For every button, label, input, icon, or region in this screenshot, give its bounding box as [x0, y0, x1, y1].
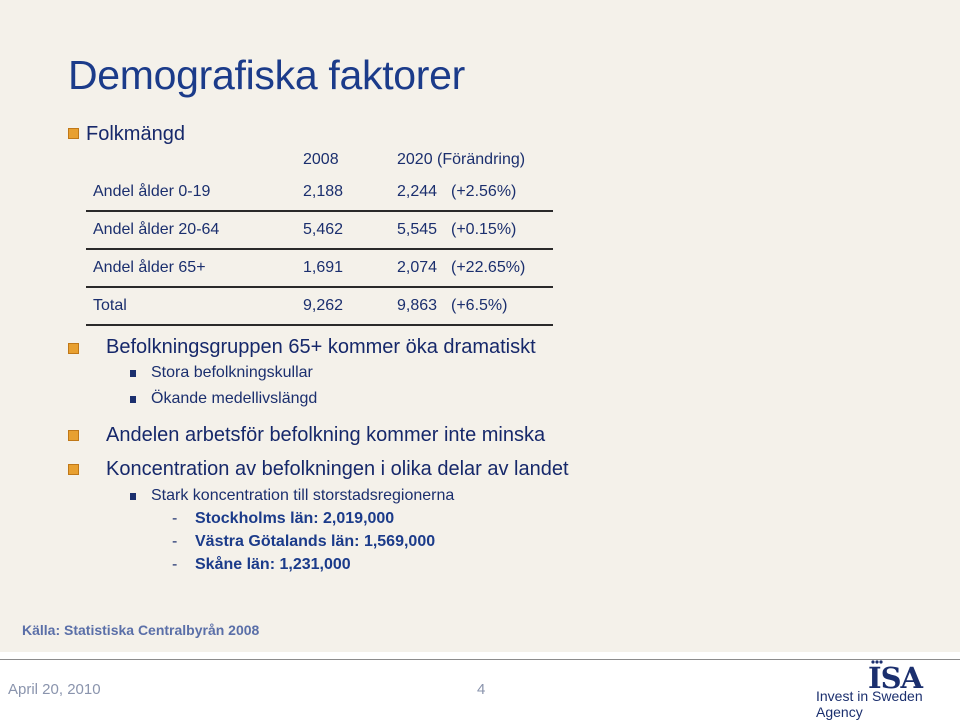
bullet-folkmangd: Folkmängd — [86, 123, 185, 145]
item-stockholm: Stockholms län: 2,019,000 — [195, 510, 395, 527]
table-row — [86, 174, 553, 211]
item-skane: Skåne län: 1,231,000 — [195, 556, 351, 573]
header-empty-cell — [86, 146, 303, 174]
bullet-icon — [68, 430, 79, 441]
bullet-icon — [68, 464, 79, 475]
dash-marker: - — [172, 533, 178, 550]
bullet-icon — [68, 128, 79, 139]
table-row — [86, 287, 553, 325]
row-value-2008: 2,188 — [303, 174, 397, 211]
header-2008: 2008 — [303, 151, 339, 168]
table-header-row — [86, 146, 553, 174]
table-row — [86, 211, 553, 249]
row-change-text: (+2.56%) — [451, 183, 517, 200]
footer-divider — [0, 659, 960, 660]
bullet-befolkningsgruppen: Befolkningsgruppen 65+ kommer öka dramatiskt — [106, 336, 536, 358]
row-change — [441, 249, 553, 287]
table-row — [86, 249, 553, 287]
sub-bullet-icon — [130, 493, 136, 500]
sub-bullet-stora: Stora befolkningskullar — [151, 364, 313, 381]
row-change-text: (+22.65%) — [451, 259, 526, 276]
dash-marker: - — [172, 556, 178, 573]
row-change-text: (+6.5%) — [451, 297, 508, 314]
sub-bullet-icon — [130, 370, 136, 377]
footer-date: April 20, 2010 — [8, 681, 101, 698]
row-label: Andel ålder 65+ — [86, 249, 303, 287]
bullet-koncentration: Koncentration av befolkningen i olika delar av landet — [106, 458, 569, 480]
row-value-2020: 2,074 — [397, 249, 441, 287]
bullet-icon — [68, 343, 79, 354]
row-change-text: (+0.15%) — [451, 221, 517, 238]
source-note: Källa: Statistiska Centralbyrån 2008 — [22, 622, 260, 638]
row-value-2008: 9,262 — [303, 287, 397, 325]
row-label: Andel ålder 20-64 — [86, 211, 303, 249]
population-table — [86, 146, 553, 326]
sub-bullet-stark: Stark koncentration till storstadsregionerna — [151, 487, 455, 504]
row-change — [441, 287, 553, 325]
item-vastra: Västra Götalands län: 1,569,000 — [195, 533, 436, 550]
sub-bullet-okande: Ökande medellivslängd — [151, 390, 318, 407]
bullet-andelen: Andelen arbetsför befolkning kommer inte minska — [106, 424, 546, 446]
row-label: Total — [86, 287, 303, 325]
slide-title: Demografiska faktorer — [68, 52, 466, 98]
row-value-2008: 1,691 — [303, 249, 397, 287]
row-value-2020: 5,545 — [397, 211, 441, 249]
page-number: 4 — [477, 681, 486, 698]
header-2020: 2020 (Förändring) — [397, 151, 526, 168]
dash-marker: - — [172, 510, 178, 527]
sub-bullet-icon — [130, 396, 136, 403]
row-value-2008: 5,462 — [303, 211, 397, 249]
logo-mark: ISA — [868, 661, 923, 695]
logo-text: Invest in Sweden Agency — [816, 688, 923, 720]
row-label: Andel ålder 0-19 — [86, 174, 303, 211]
row-change — [441, 174, 553, 211]
row-value-2020: 9,863 — [397, 287, 441, 325]
row-change — [441, 211, 553, 249]
row-value-2020: 2,244 — [397, 174, 441, 211]
